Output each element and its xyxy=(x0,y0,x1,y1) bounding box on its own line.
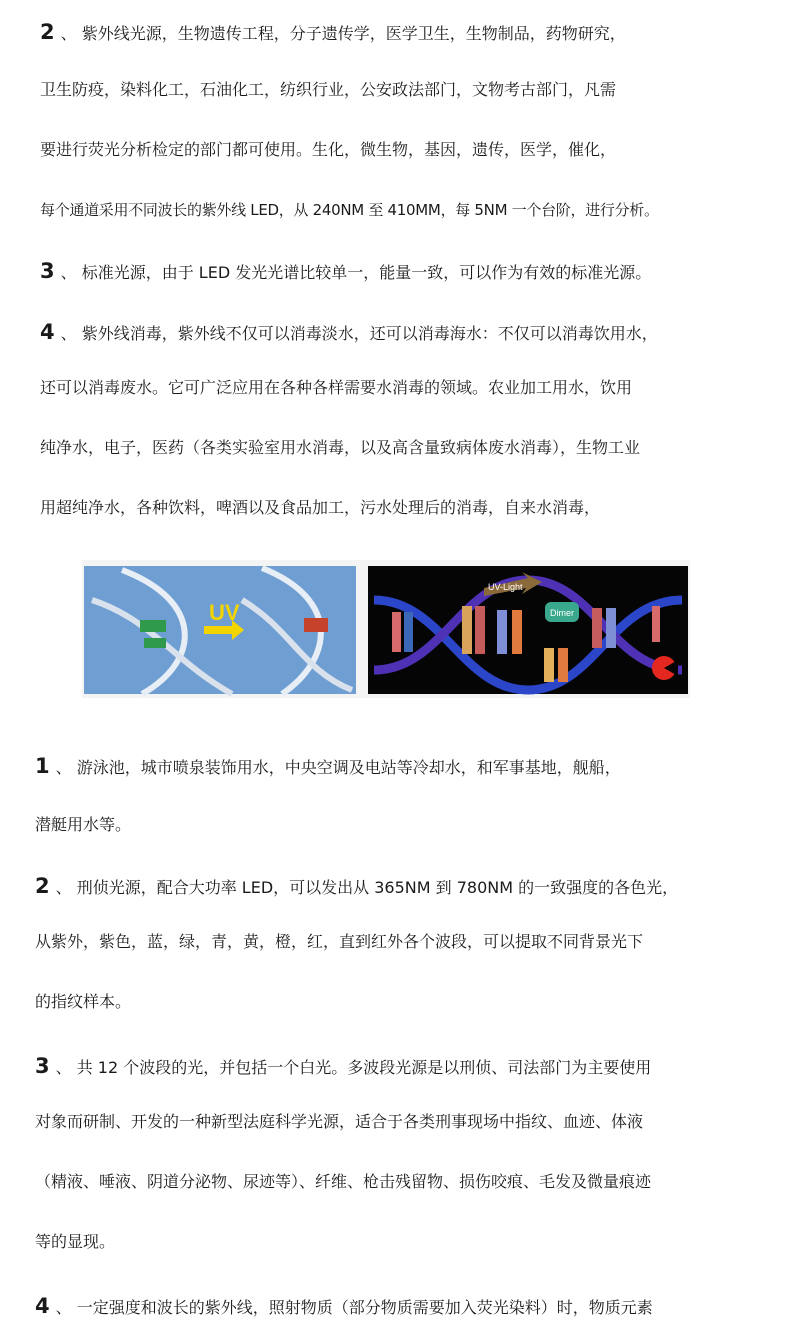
line-text: 卫生防疫，染料化工，石油化工，纺织行业，公安政法部门，文物考古部门，凡需 xyxy=(40,80,617,99)
uv-dna-illustration xyxy=(82,560,690,698)
line-text: 每个通道采用不同波长的紫外线 LED，从 240NM 至 410MM，每 5NM 一个台阶，进行分析。 xyxy=(40,201,659,219)
paragraph-line xyxy=(35,1054,651,1080)
paragraph-line xyxy=(40,320,658,346)
paragraph-line xyxy=(35,1294,653,1320)
line-text: 潜艇用水等。 xyxy=(35,815,132,834)
paragraph-line xyxy=(35,1230,115,1254)
line-text: 从紫外，紫色，蓝，绿，青，黄，橙，红，直到红外各个波段，可以提取不同背景光下 xyxy=(35,932,644,951)
line-text: 纯净水，电子，医药（各类实验室用水消毒，以及高含量致病体废水消毒），生物工业 xyxy=(40,438,641,457)
base-pair xyxy=(592,608,602,648)
line-text: 、 游泳池，城市喷泉装饰用水，中央空调及电站等冷却水，和军事基地，舰船， xyxy=(55,758,621,777)
paragraph-line xyxy=(35,990,131,1014)
paragraph-line xyxy=(35,930,643,954)
base-pair xyxy=(544,648,554,682)
line-text: 、 紫外线光源，生物遗传工程，分子遗传学，医学卫生，生物制品，药物研究， xyxy=(60,24,626,43)
paragraph-line xyxy=(40,259,651,285)
item-number: 2 xyxy=(35,874,50,898)
base-pair xyxy=(475,606,485,654)
item-number: 3 xyxy=(35,1054,50,1078)
line-text: 、 紫外线消毒，紫外线不仅可以消毒淡水，还可以消毒海水：不仅可以消毒饮用水， xyxy=(60,324,658,343)
line-text: 等的显现。 xyxy=(35,1232,116,1251)
line-text: （精液、唾液、阴道分泌物、尿迹等）、纤维、枪击残留物、损伤咬痕、毛发及微量痕迹 xyxy=(35,1172,652,1191)
base-pair xyxy=(404,612,413,652)
uv-dna-figure xyxy=(82,560,690,698)
base-pair xyxy=(497,610,507,654)
paragraph-line xyxy=(40,376,632,400)
line-text: 、 一定强度和波长的紫外线，照射物质（部分物质需要加入荧光染料）时，物质元素 xyxy=(55,1298,653,1317)
paragraph-line xyxy=(40,20,626,46)
uv-label: UV xyxy=(209,600,240,625)
base-pair xyxy=(558,648,568,682)
line-text: 要进行荧光分析检定的部门都可使用。生化，微生物，基因，遗传，医学，催化， xyxy=(40,140,617,159)
line-text: 、 刑侦光源，配合大功率 LED，可以发出从 365NM 到 780NM 的一致强度的各色光， xyxy=(55,878,679,897)
paragraph-line xyxy=(40,496,600,520)
line-text: 、 共 12 个波段的光，并包括一个白光。多波段光源是以刑侦、司法部门为主要使用 xyxy=(55,1058,652,1077)
paragraph-line xyxy=(40,436,640,460)
base-pair xyxy=(392,612,401,652)
base-pair xyxy=(512,610,522,654)
line-text: 对象而研制、开发的一种新型法庭科学光源，适合于各类刑事现场中指纹、血迹、体液 xyxy=(35,1112,644,1131)
paragraph-line xyxy=(35,754,621,780)
item-number: 4 xyxy=(40,320,55,344)
item-number: 3 xyxy=(40,259,55,283)
paragraph-line xyxy=(40,78,616,102)
dimer-label: Dimer xyxy=(550,608,574,618)
line-text: 的指纹样本。 xyxy=(35,992,132,1011)
thymine-base xyxy=(144,638,166,648)
base-pair xyxy=(652,606,660,642)
item-number: 4 xyxy=(35,1294,50,1318)
line-text: 还可以消毒废水。它可广泛应用在各种各样需要水消毒的领域。农业加工用水，饮用 xyxy=(40,378,633,397)
paragraph-line xyxy=(40,198,659,222)
paragraph-line xyxy=(35,1110,643,1134)
dimer-base xyxy=(304,618,328,632)
paragraph-line xyxy=(35,874,678,900)
line-text: 、 标准光源，由于 LED 发光光谱比较单一，能量一致，可以作为有效的标准光源。 xyxy=(60,263,652,282)
uv-light-label: UV-Light xyxy=(488,582,523,592)
item-number: 1 xyxy=(35,754,50,778)
line-text: 用超纯净水，各种饮料，啤酒以及食品加工，污水处理后的消毒，自来水消毒， xyxy=(40,498,601,517)
paragraph-line xyxy=(40,138,616,162)
thymine-base xyxy=(140,620,166,632)
paragraph-line xyxy=(35,813,131,837)
base-pair xyxy=(606,608,616,648)
paragraph-line xyxy=(35,1170,651,1194)
item-number: 2 xyxy=(40,20,55,44)
base-pair xyxy=(462,606,472,654)
